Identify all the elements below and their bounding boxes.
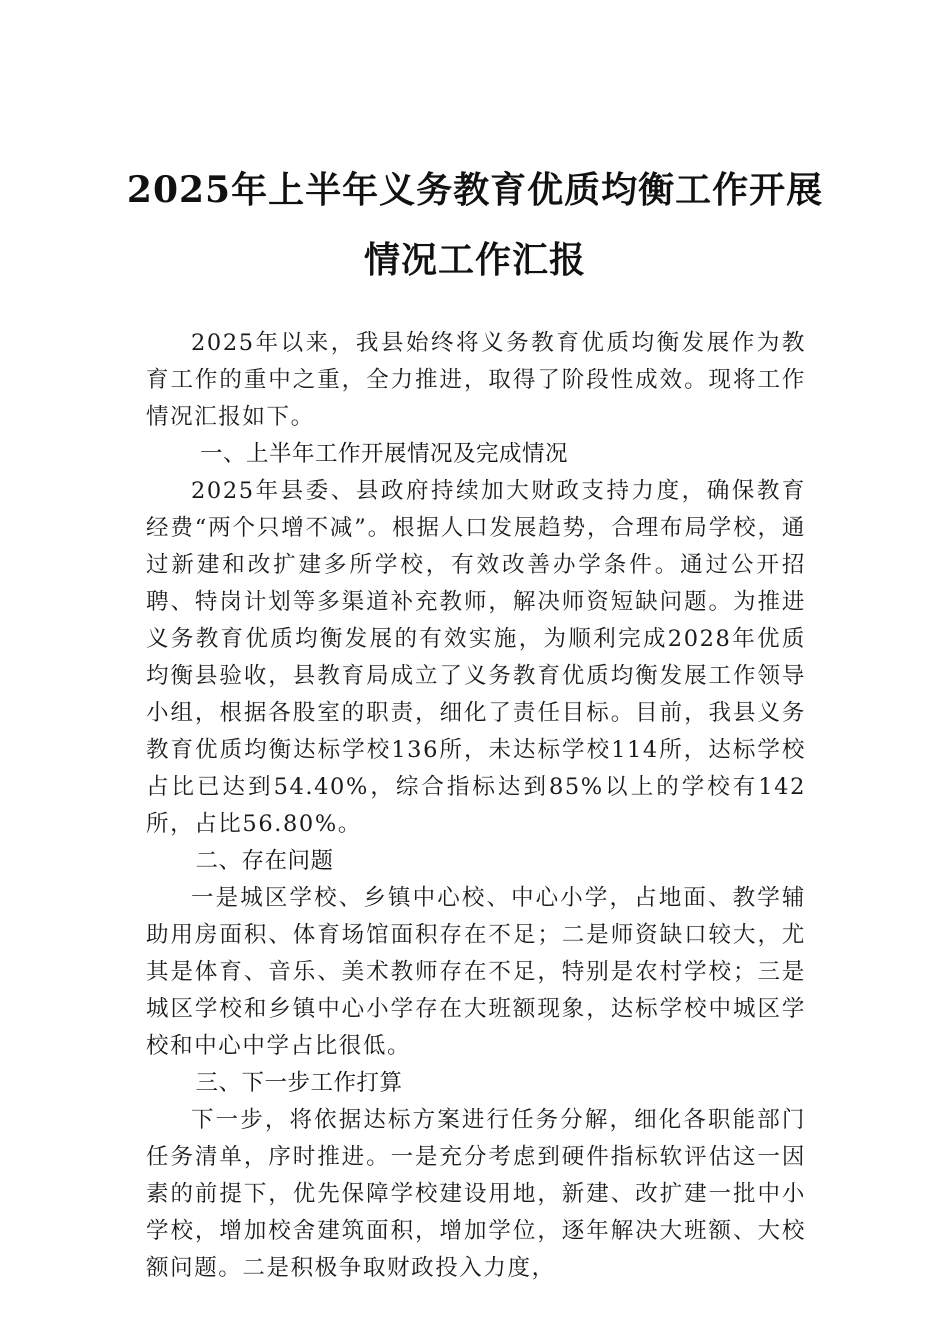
section-2-paragraph: 一是城区学校、乡镇中心校、中心小学，占地面、教学辅助用房面积、体育场馆面积存在不足；二是师资缺口较大，尤其是体育、音乐、美术教师存在不足，特别是农村学校；三是城区学校和乡镇中心小学存在大班额现象，达标学校中城区学校和中心中学占比很低。: [146, 885, 806, 1059]
section-2-heading: 二、存在问题: [195, 848, 334, 874]
section-3-heading: 三、下一步工作打算: [195, 1070, 403, 1096]
document-title-line-1: 2025年上半年义务教育优质均衡工作开展: [126, 169, 824, 211]
document-body: [146, 325, 806, 1287]
section-1-paragraph: 2025年县委、县政府持续加大财政支持力度，确保教育经费“两个只增不减”。根据人口发展趋势，合理布局学校，通过新建和改扩建多所学校，有效改善办学条件。通过公开招聘、特岗计划等多渠道补充教师，解决师资短缺问题。为推进义务教育优质均衡发展的有效实施，为顺利完成2028年优质均衡县验收，县教育局成立了义务教育优质均衡发展工作领导小组，根据各股室的职责，细化了责任目标。目前，我县义务教育优质均衡达标学校136所，未达标学校114所，达标学校占比已达到54.40%，综合指标达到85%以上的学校有142所，占比56.80%。: [146, 478, 806, 837]
section-3-paragraph: 下一步，将依据达标方案进行任务分解，细化各职能部门任务清单，序时推进。一是充分考虑到硬件指标软评估这一因素的前提下，优先保障学校建设用地，新建、改扩建一批中小学校，增加校舍建筑面积，增加学位，逐年解决大班额、大校额问题。二是积极争取财政投入力度，: [146, 1107, 806, 1281]
intro-paragraph: 2025年以来，我县始终将义务教育优质均衡发展作为教育工作的重中之重，全力推进，取得了阶段性成效。现将工作情况汇报如下。: [146, 330, 806, 430]
section-1-heading: 一、上半年工作开展情况及完成情况: [200, 441, 569, 467]
document-title-line-2: 情况工作汇报: [363, 239, 586, 281]
